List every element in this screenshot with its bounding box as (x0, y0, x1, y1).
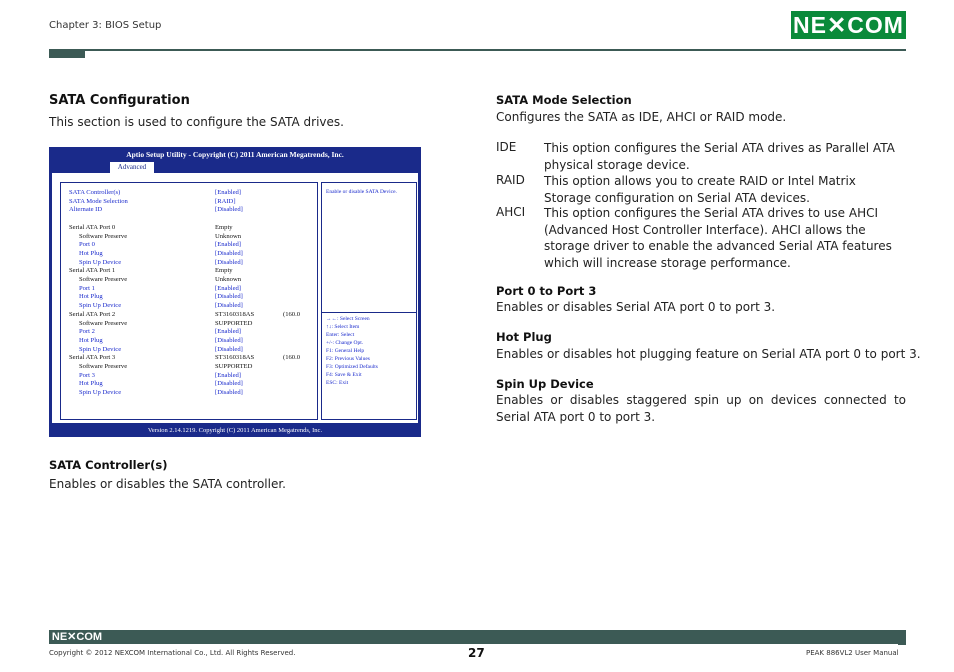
header-accent-block (49, 49, 85, 58)
bios-row-value[interactable]: [Enabled] (215, 241, 241, 249)
bios-help-text: Enable or disable SATA Device. (326, 189, 397, 195)
bios-row-value[interactable]: [Enabled] (215, 371, 241, 379)
bios-row-label: Software Preserve (79, 276, 128, 283)
bios-row-value: ST3160318AS (215, 354, 255, 362)
bios-key-hint: ↑↓: Select Item (326, 324, 360, 330)
bios-key-hint: +/-: Change Opt. (326, 340, 364, 346)
bios-row-value: SUPPORTED (215, 363, 253, 370)
bios-row-label[interactable]: SATA Controller(s) (69, 189, 121, 196)
bios-content (52, 173, 418, 423)
bios-row-value: Unknown (215, 276, 242, 283)
bios-help-panel (321, 182, 417, 313)
bios-row-label[interactable]: Hot Plug (79, 380, 103, 388)
bios-row-value[interactable]: [Disabled] (215, 258, 243, 266)
bios-row-value: SUPPORTED (215, 319, 253, 327)
bios-row-label: Software Preserve (79, 232, 128, 240)
bios-row-label: Serial ATA Port 1 (69, 267, 116, 275)
section-intro: This section is used to configure the SATA drives. (49, 115, 344, 129)
bios-row-label[interactable]: SATA Mode Selection (69, 197, 128, 205)
bios-row-extra: (160.0 (283, 310, 301, 318)
page-number: 27 (468, 646, 485, 660)
bios-row-label: Software Preserve (79, 319, 128, 327)
bios-row-value: Empty (215, 223, 233, 231)
bios-row-label: Serial ATA Port 2 (69, 310, 116, 318)
bios-row-value[interactable]: [Enabled] (215, 189, 241, 196)
manual-title: PEAK 886VL2 User Manual (806, 649, 899, 657)
section-title: SATA Configuration (49, 93, 190, 108)
bios-row-value: Empty (215, 267, 233, 275)
nexcom-logo: NE✕COM (791, 11, 906, 39)
mode-desc-ide: This option configures the Serial ATA drives as Parallel ATA physical storage device. (544, 141, 895, 172)
bios-row-label[interactable]: Spin Up Device (79, 302, 122, 310)
bios-key-hint: Enter: Select (326, 332, 355, 338)
bios-row-label[interactable]: Alternate ID (69, 206, 103, 214)
bios-key-hint: F2: Previous Values (326, 356, 370, 362)
footer-logo: NE✕COM (51, 631, 103, 643)
bios-row-label: Software Preserve (79, 363, 128, 370)
bios-key-hint: F4: Save & Exit (326, 372, 362, 378)
bios-key-hint: F3: Optimized Defaults (326, 364, 378, 370)
bios-key-hint: F1: General Help (326, 348, 365, 354)
bios-row-label[interactable]: Spin Up Device (79, 258, 122, 266)
bios-settings-panel (60, 182, 318, 420)
mode-heading: SATA Mode Selection (496, 93, 632, 107)
bios-row-value[interactable]: [Disabled] (215, 293, 243, 301)
mode-term-raid: RAID (496, 173, 525, 187)
header-divider (49, 49, 906, 51)
bios-key-hint: →←: Select Screen (326, 316, 370, 322)
copyright: Copyright © 2012 NEXCOM International Co., Ltd. All Rights Reserved. (49, 649, 296, 657)
bios-row-value[interactable]: [Disabled] (215, 345, 243, 353)
bios-keys-panel (321, 312, 417, 420)
mode-intro: Configures the SATA as IDE, AHCI or RAID mode. (496, 110, 787, 124)
bios-row-label: Serial ATA Port 3 (69, 354, 116, 362)
mode-term-ahci: AHCI (496, 205, 526, 219)
bios-row-value[interactable]: [Disabled] (215, 380, 243, 388)
bios-key-hint: ESC: Exit (326, 380, 349, 386)
bios-row-label[interactable]: Port 0 (79, 241, 95, 249)
bios-row-label: Serial ATA Port 0 (69, 223, 116, 231)
bios-row-value: Unknown (215, 232, 242, 240)
bios-title: Aptio Setup Utility - Copyright (C) 2011 American Megatrends, Inc. (126, 150, 344, 159)
footer-square-icon (898, 638, 906, 645)
bios-screenshot (49, 147, 421, 437)
bios-row-label[interactable]: Hot Plug (79, 336, 103, 344)
bios-row-extra: (160.0 (283, 354, 301, 362)
chapter-label: Chapter 3: BIOS Setup (49, 20, 162, 31)
bios-row-label[interactable]: Spin Up Device (79, 345, 122, 353)
hotplug-text: Enables or disables hot plugging feature on Serial ATA port 0 to port 3. (496, 347, 921, 361)
bios-row-value: ST3160318AS (215, 310, 255, 318)
bios-row-value[interactable]: [Disabled] (215, 389, 243, 397)
bios-row-label[interactable]: Port 3 (79, 371, 95, 379)
bios-row-value[interactable]: [Enabled] (215, 328, 241, 336)
bios-tab-advanced[interactable]: Advanced (110, 162, 154, 173)
footer-square-icon (889, 630, 897, 638)
bios-row-value[interactable]: [RAID] (215, 197, 236, 205)
port-text: Enables or disables Serial ATA port 0 to port 3. (496, 300, 776, 314)
controller-text: Enables or disables the SATA controller. (49, 477, 286, 491)
bios-row-label[interactable]: Port 2 (79, 328, 95, 336)
bios-row-value[interactable]: [Disabled] (215, 302, 243, 310)
bios-row-label[interactable]: Port 1 (79, 284, 95, 292)
mode-term-ide: IDE (496, 140, 517, 154)
controller-heading: SATA Controller(s) (49, 458, 168, 472)
bios-row-value[interactable]: [Enabled] (215, 284, 241, 292)
bios-row-label[interactable]: Hot Plug (79, 249, 103, 257)
spinup-text: Enables or disables staggered spin up on devices connected to Serial ATA port 0 to port 3. (496, 393, 906, 424)
hotplug-heading: Hot Plug (496, 330, 552, 344)
spinup-heading: Spin Up Device (496, 377, 594, 391)
mode-desc-ahci: This option configures the Serial ATA drives to use AHCI (Advanced Host Controller Interface). AHCI allows the storage driver to enable the advanced Serial ATA features which will increase storage performance. (544, 206, 892, 270)
mode-desc-raid: This option allows you to create RAID or Intel Matrix Storage configuration on Serial ATA devices. (544, 174, 856, 205)
bios-row-value[interactable]: [Disabled] (215, 249, 243, 257)
footer-bar (49, 630, 906, 644)
bios-row-value[interactable]: [Disabled] (215, 336, 243, 344)
bios-row-label[interactable]: Hot Plug (79, 293, 103, 301)
bios-footer: Version 2.14.1219. Copyright (C) 2011 American Megatrends, Inc. (147, 427, 323, 434)
bios-row-label[interactable]: Spin Up Device (79, 389, 122, 397)
port-heading: Port 0 to Port 3 (496, 284, 597, 298)
bios-row-value[interactable]: [Disabled] (215, 206, 243, 214)
